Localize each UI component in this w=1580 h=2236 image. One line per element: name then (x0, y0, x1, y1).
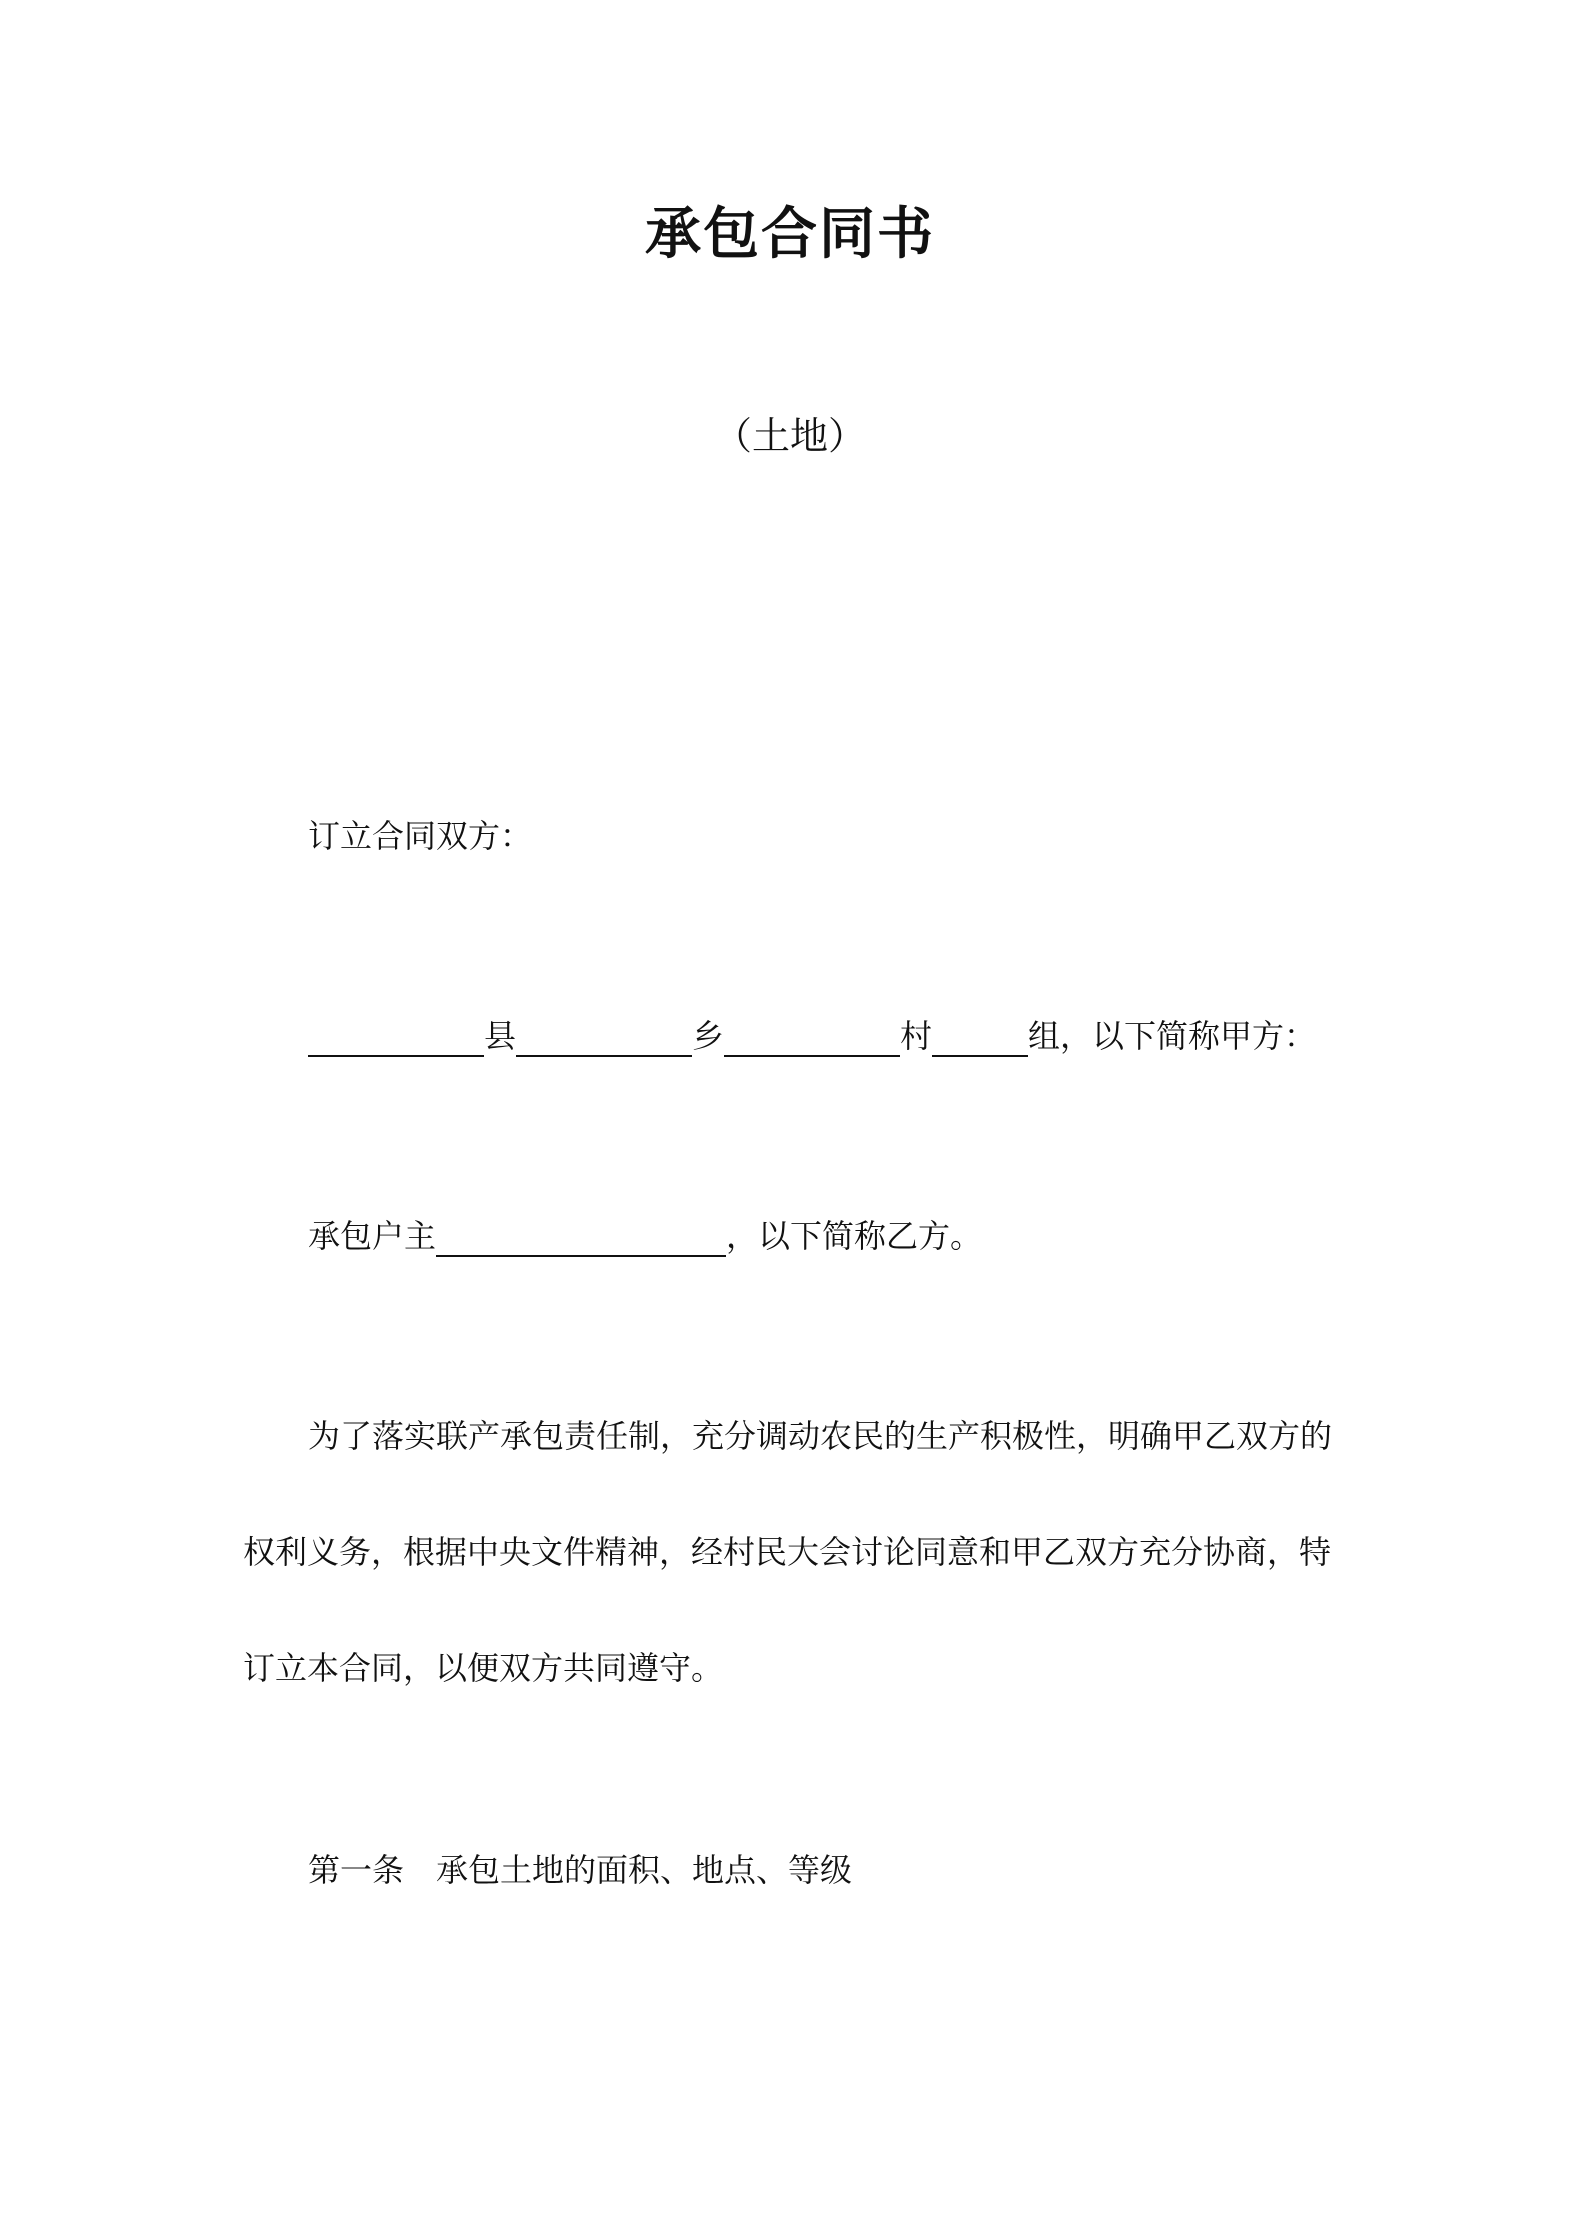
document-subtitle: （土地） (713, 414, 866, 458)
holder-label: 承包户主 (308, 1217, 437, 1255)
county-blank (308, 1019, 484, 1057)
article-1-number: 第一条 (308, 1851, 405, 1889)
document-title: 承包合同书 (645, 202, 935, 267)
preamble-line-3: 订立本合同，以便双方共同遵守。 (243, 1649, 724, 1687)
preamble-line-2: 权利义务，根据中央文件精神，经村民大会讨论同意和甲乙双方充分协商，特 (243, 1533, 1332, 1571)
article-1-title: 承包土地的面积、地点、等级 (436, 1851, 853, 1889)
group-label: 组，以下简称甲方： (1028, 1017, 1317, 1055)
party-b-line (308, 1212, 982, 1260)
village-blank (724, 1019, 900, 1057)
article-1-heading (308, 1846, 852, 1894)
village-label: 村 (900, 1017, 933, 1055)
party-b-suffix: ，以下简称乙方。 (726, 1217, 983, 1255)
preamble-line-1: 为了落实联产承包责任制，充分调动农民的生产积极性，明确甲乙双方的 (308, 1417, 1333, 1455)
township-label: 乡 (692, 1017, 725, 1055)
parties-heading: 订立合同双方： (308, 817, 533, 855)
county-label: 县 (484, 1017, 517, 1055)
group-blank (932, 1019, 1028, 1057)
holder-blank (436, 1219, 726, 1257)
party-a-line (308, 1012, 1316, 1060)
township-blank (516, 1019, 692, 1057)
